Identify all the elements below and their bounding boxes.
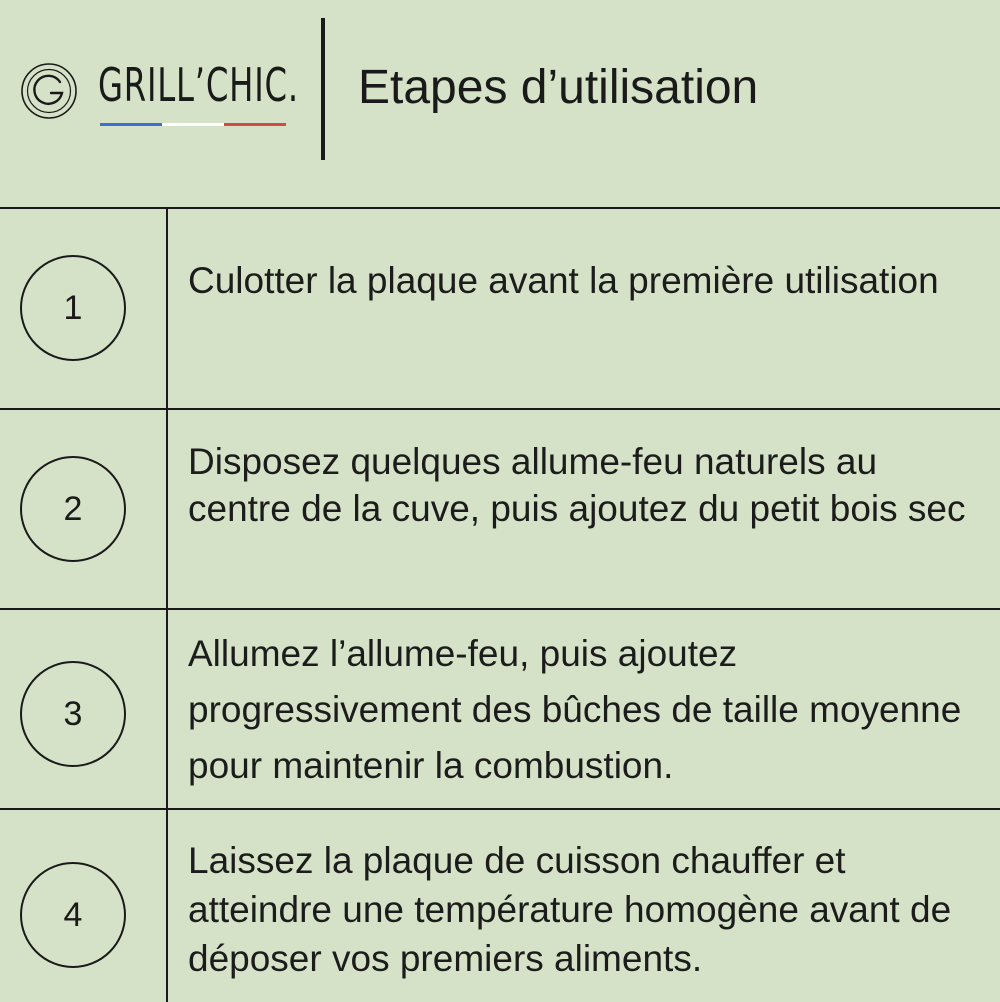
step-row-1 bbox=[0, 209, 1000, 410]
step-number-cell bbox=[0, 810, 168, 1002]
brand-name: GRILL’CHIC. bbox=[98, 58, 299, 112]
grillchic-logo-icon bbox=[20, 62, 78, 120]
step-text: Laissez la plaque de cuisson chauffer et atteindre une température homogène avant de déposer vos premiers aliments. bbox=[188, 840, 952, 979]
step-text: Disposez quelques allume-feu naturels au centre de la cuve, puis ajoutez du petit bois sec bbox=[188, 441, 966, 529]
step-number-cell bbox=[0, 610, 168, 808]
step-row-2 bbox=[0, 410, 1000, 610]
brand-flag-underline bbox=[100, 123, 286, 126]
step-number-cell bbox=[0, 209, 168, 408]
step-row-4 bbox=[0, 810, 1000, 1002]
page-title: Etapes d’utilisation bbox=[358, 61, 759, 114]
step-row-3 bbox=[0, 610, 1000, 810]
step-number-badge: 1 bbox=[20, 255, 126, 361]
step-text: Culotter la plaque avant la première utilisation bbox=[188, 260, 939, 301]
step-text: Allumez l’allume-feu, puis ajoutez progressivement des bûches de taille moyenne pour maintenir la combustion. bbox=[188, 633, 962, 786]
steps-table bbox=[0, 207, 1000, 1002]
step-number-cell bbox=[0, 410, 168, 608]
header-divider bbox=[321, 18, 325, 160]
header bbox=[0, 0, 1000, 208]
step-number-badge: 2 bbox=[20, 456, 126, 562]
brand-logo bbox=[20, 58, 300, 130]
step-number-badge: 3 bbox=[20, 661, 126, 767]
step-number-badge: 4 bbox=[20, 862, 126, 968]
